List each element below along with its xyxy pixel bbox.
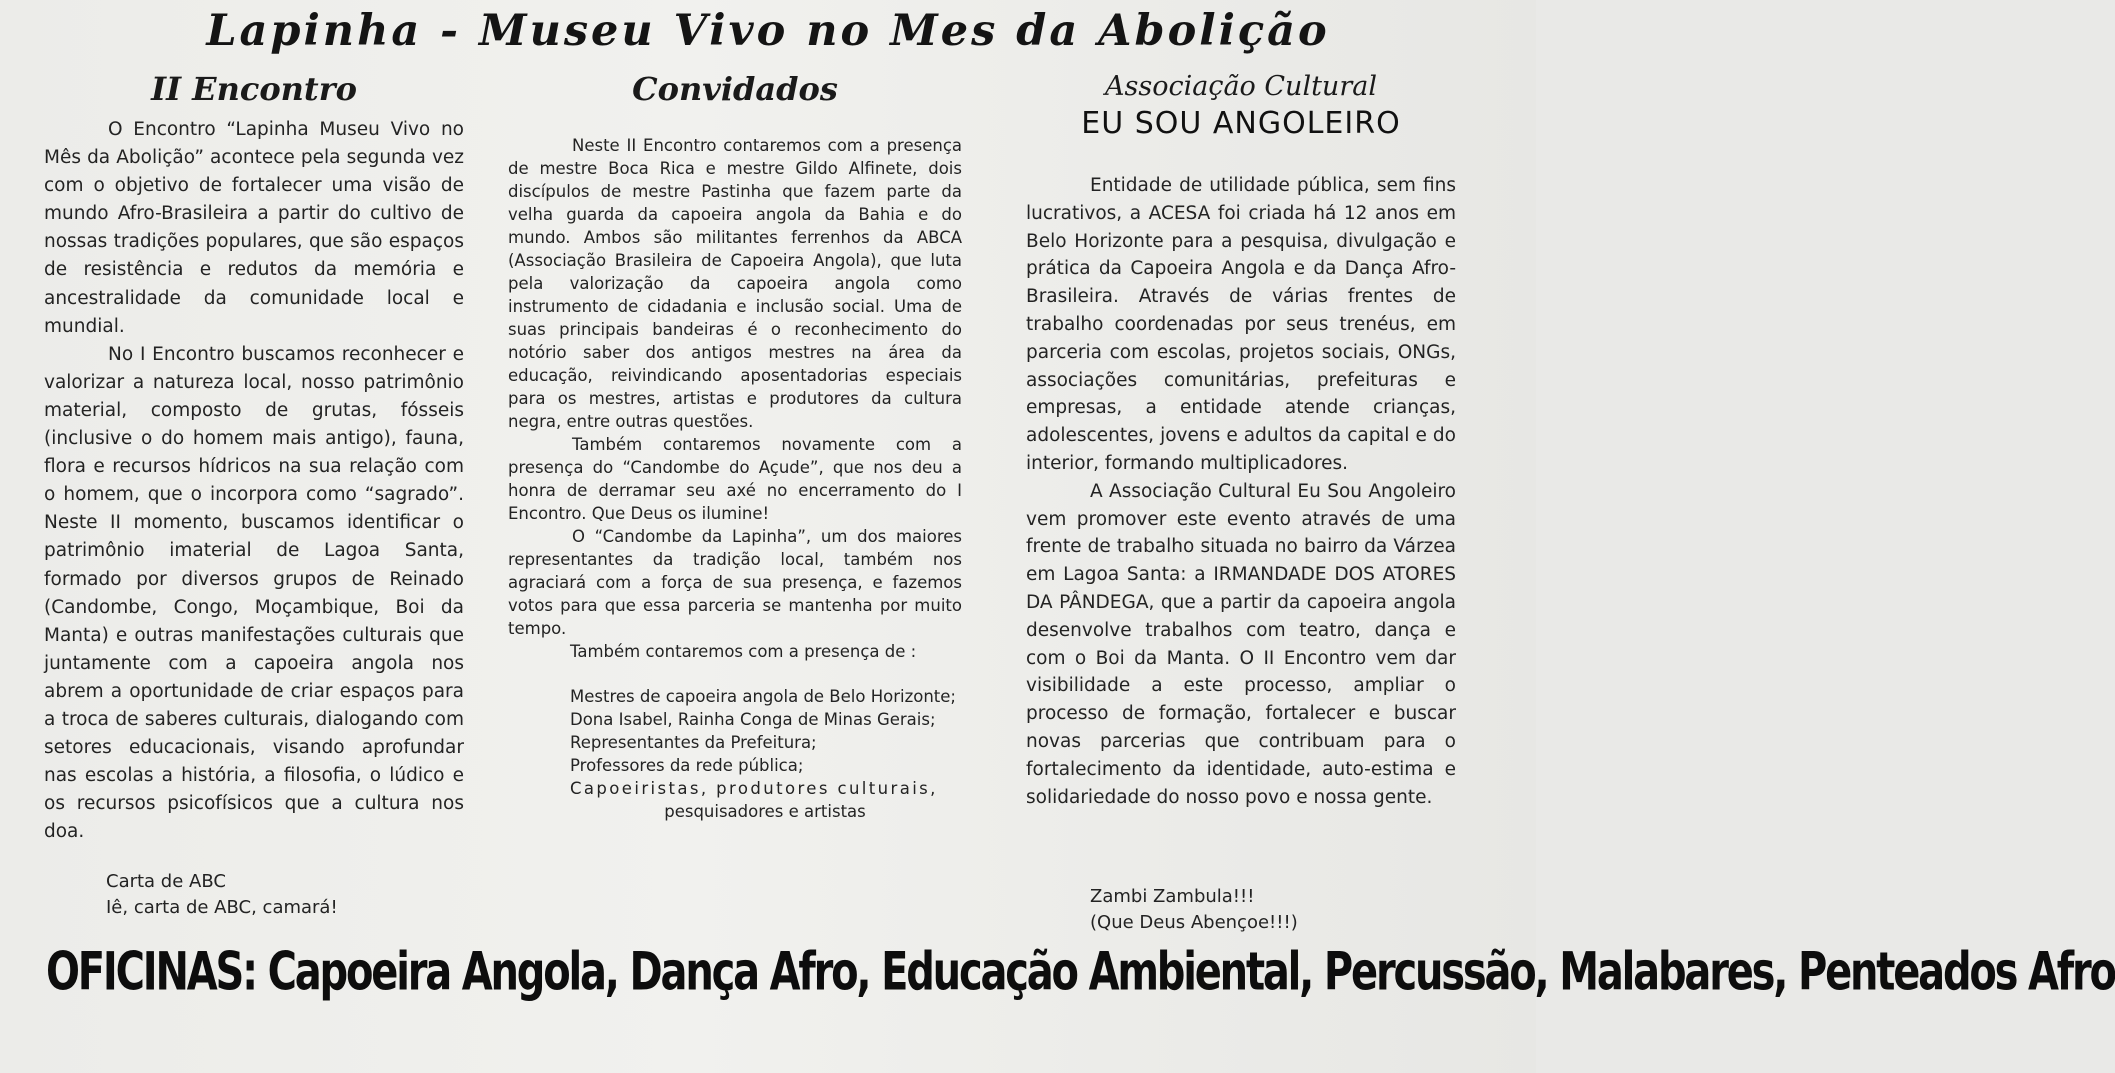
paragraph: No I Encontro buscamos reconhecer e valorizar a natureza local, nosso patrimônio material, composto de grutas, fósseis (inclusive o do homem mais antigo), fauna, flora e recursos hídricos na sua relação com o homem, que o incorpora como “sagrado”. Neste II momento, buscamos identificar o patrimônio imaterial de Lagoa Santa, formado por diversos grupos de Reinado (Candombe, Congo, Moçambique, Boi da Manta) e outras manifestações culturais que juntamente com a capoeira angola nos abrem a oportunidade de criar espaços para a troca de saberes culturais, dialogando com setores educacionais, visando aprofundar nas escolas a história, a filosofia, o lúdico e os recursos psicofísicos que a cultura nos doa. <box>44 343 464 843</box>
column-associacao <box>1026 70 1456 811</box>
column-heading-convidados: Convidados <box>632 70 838 108</box>
list-item: Representantes da Prefeitura; <box>570 733 817 752</box>
paragraph: O Encontro “Lapinha Museu Vivo no Mês da Abolição” acontece pela segunda vez com o objetivo de fortalecer uma visão de mundo Afro-Brasileira a partir do cultivo de nossas tradições populares, que são espaços de resistência e redutos da memória e ancestralidade da comunidade local e mundial. <box>44 119 464 337</box>
list-item: Mestres de capoeira angola de Belo Horizonte; <box>570 687 956 706</box>
closing-line: Iê, carta de ABC, camará! <box>106 897 338 918</box>
column-heading-encontro: II Encontro <box>151 70 357 108</box>
closing-blessing <box>1090 884 1298 936</box>
closing-line: (Que Deus Abençoe!!!) <box>1090 912 1298 933</box>
list-item: Professores da rede pública; <box>570 756 804 775</box>
association-name: EU SOU ANGOLEIRO <box>1081 106 1401 141</box>
list-item: pesquisadores e artistas <box>664 802 866 821</box>
guest-list <box>508 685 962 823</box>
flyer-title: Lapinha - Museu Vivo no Mes da Abolição <box>206 6 1330 56</box>
column-convidados <box>508 70 962 823</box>
column-encontro <box>44 70 464 846</box>
closing-line: Carta de ABC <box>106 871 226 892</box>
list-item: Dona Isabel, Rainha Conga de Minas Gerais; <box>570 710 936 729</box>
paragraph: Neste II Encontro contaremos com a presença de mestre Boca Rica e mestre Gildo Alfinete, dois discípulos de mestre Pastinha que fazem parte da velha guarda da capoeira angola da Bahia e do mundo. Ambos são militantes ferrenhos da ABCA (Associação Brasileira de Capoeira Angola), que luta pela valorização da capoeira angola como instrumento de cidadania e inclusão social. Uma de suas principais bandeiras é o reconhecimento do notório saber dos antigos mestres na área da educação, reivindicando aposentadorias especiais para os mestres, artistas e produtores da cultura negra, entre outras questões. <box>508 136 962 431</box>
column-heading-associacao: Associação Cultural <box>1105 71 1377 102</box>
guest-list-intro: Também contaremos com a presença de : <box>570 642 917 661</box>
list-item: Capoeiristas, produtores culturais, <box>570 779 938 798</box>
paragraph: Também contaremos novamente com a presença do “Candombe do Açude”, que nos deu a honra de derramar seu axé no encerramento do I Encontro. Que Deus os ilumine! <box>508 435 962 523</box>
workshops-banner: OFICINAS: Capoeira Angola, Dança Afro, Educação Ambiental, Percussão, Malabares, Penteados Afro <box>46 942 2115 1003</box>
paragraph: A Associação Cultural Eu Sou Angoleiro vem promover este evento através de uma frente de trabalho situada no bairro da Várzea em Lagoa Santa: a IRMANDADE DOS ATORES DA PÂNDEGA, que a partir da capoeira angola desenvolve trabalhos com teatro, dança e com o Boi da Manta. O II Encontro vem dar visibilidade a este processo, ampliar o processo de formação, fortalecer e buscar novas parcerias que contribuam para o fortalecimento da identidade, auto-estima e solidariedade do nosso povo e nossa gente. <box>1026 480 1456 808</box>
paragraph: Entidade de utilidade pública, sem fins lucrativos, a ACESA foi criada há 12 anos em Belo Horizonte para a pesquisa, divulgação e prática da Capoeira Angola e da Dança Afro-Brasileira. Através de várias frentes de trabalho coordenadas por seus trenéus, em parceria com escolas, projetos sociais, ONGs, associações comunitárias, prefeituras e empresas, a entidade atende crianças, adolescentes, jovens e adultos da capital e do interior, formando multiplicadores. <box>1026 175 1456 474</box>
closing-line: Zambi Zambula!!! <box>1090 886 1255 907</box>
closing-verse-abc <box>106 869 338 921</box>
paragraph: O “Candombe da Lapinha”, um dos maiores representantes da tradição local, também nos agraciará com a força de sua presença, e fazemos votos para que essa parceria se mantenha por muito tempo. <box>508 527 962 638</box>
